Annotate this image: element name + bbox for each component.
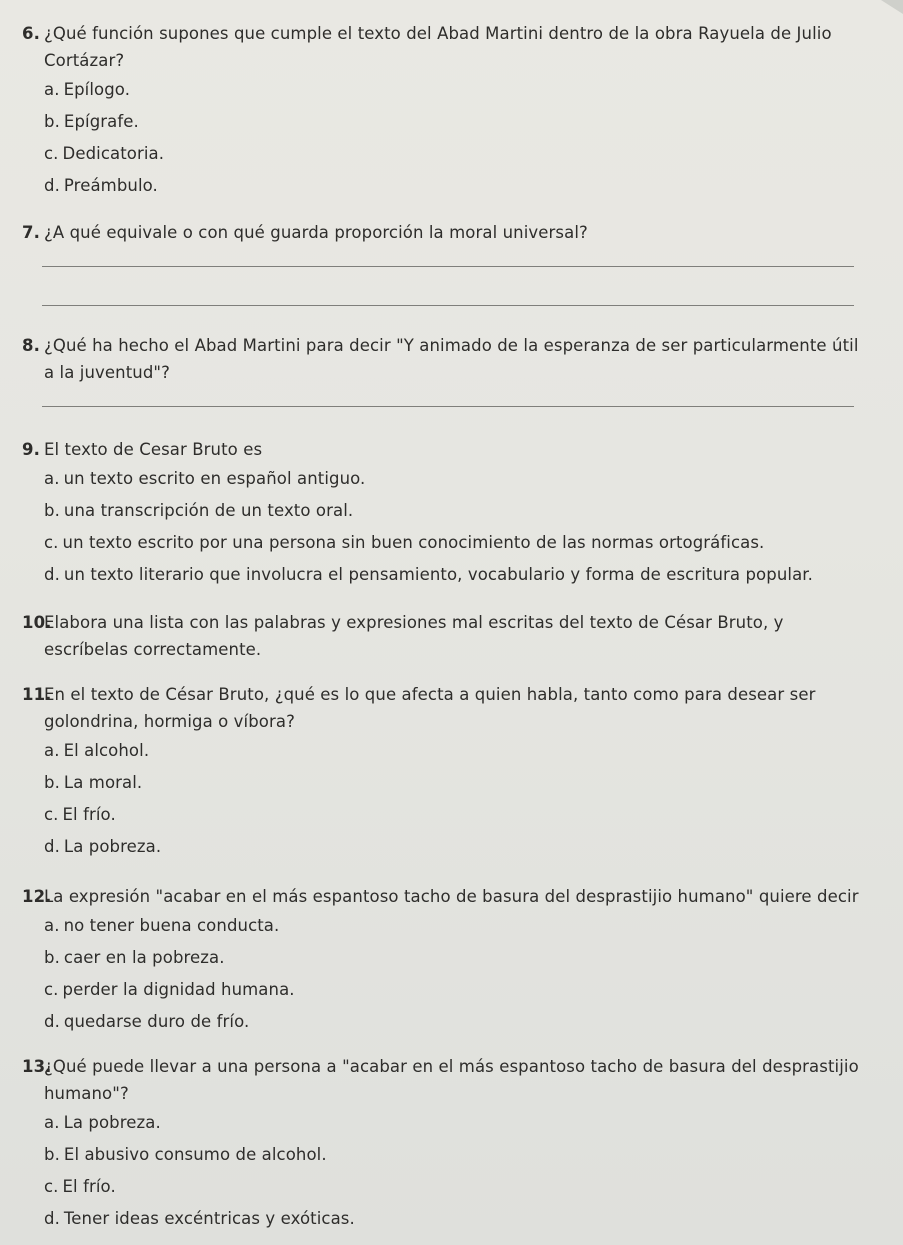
- question-number: 10.: [22, 613, 52, 632]
- question-7: [22, 219, 862, 246]
- question-number: 9.: [22, 440, 40, 459]
- answer-line[interactable]: [42, 406, 854, 407]
- option-b[interactable]: b. una transcripción de un texto oral.: [44, 501, 354, 520]
- question-text: Elabora una lista con las palabras y expresiones mal escritas del texto de César Bruto, y escríbelas correctamente.: [44, 613, 784, 659]
- option-d[interactable]: d. quedarse duro de frío.: [44, 1012, 250, 1031]
- question-8: [22, 332, 862, 386]
- question-text: ¿Qué puede llevar a una persona a "acabar en el más espantoso tacho de basura del desprastijio humano"?: [44, 1057, 859, 1103]
- option-a[interactable]: a. La pobreza.: [44, 1113, 161, 1132]
- question-number: 8.: [22, 336, 40, 355]
- option-c[interactable]: c. El frío.: [44, 805, 116, 824]
- option-c[interactable]: c. perder la dignidad humana.: [44, 980, 295, 999]
- question-text: En el texto de César Bruto, ¿qué es lo que afecta a quien habla, tanto como para desear ser golondrina, hormiga o víbora?: [44, 685, 816, 731]
- option-a[interactable]: a. Epílogo.: [44, 80, 131, 99]
- question-text: ¿Qué función supones que cumple el texto del Abad Martini dentro de la obra Rayuela de Julio Cortázar?: [44, 24, 832, 70]
- question-6: [22, 20, 862, 202]
- option-d[interactable]: d. Preámbulo.: [44, 176, 158, 195]
- option-a[interactable]: a. un texto escrito en español antiguo.: [44, 469, 366, 488]
- option-b[interactable]: b. La moral.: [44, 773, 143, 792]
- question-10: [22, 609, 862, 663]
- question-number: 13.: [22, 1057, 52, 1076]
- page-corner: [881, 0, 903, 14]
- option-b[interactable]: b. Epígrafe.: [44, 112, 139, 131]
- question-13: [22, 1053, 862, 1235]
- question-text: ¿Qué ha hecho el Abad Martini para decir "Y animado de la esperanza de ser particularmente útil a la juventud"?: [44, 336, 859, 382]
- options-list: [22, 74, 862, 202]
- answer-line[interactable]: [42, 305, 854, 306]
- option-a[interactable]: a. El alcohol.: [44, 741, 150, 760]
- question-number: 12.: [22, 887, 52, 906]
- question-number: 11.: [22, 685, 52, 704]
- options-list: [22, 1107, 862, 1235]
- options-list: [22, 463, 862, 591]
- question-12: [22, 883, 862, 1038]
- question-text: El texto de Cesar Bruto es: [44, 440, 263, 459]
- question-11: [22, 681, 862, 863]
- option-c[interactable]: c. Dedicatoria.: [44, 144, 165, 163]
- options-list: [22, 910, 862, 1038]
- option-b[interactable]: b. El abusivo consumo de alcohol.: [44, 1145, 327, 1164]
- answer-line[interactable]: [42, 266, 854, 267]
- question-text: ¿A qué equivale o con qué guarda proporción la moral universal?: [44, 223, 588, 242]
- option-d[interactable]: d. La pobreza.: [44, 837, 162, 856]
- option-d[interactable]: d. Tener ideas excéntricas y exóticas.: [44, 1209, 355, 1228]
- option-c[interactable]: c. un texto escrito por una persona sin buen conocimiento de las normas ortográficas.: [44, 533, 765, 552]
- question-number: 6.: [22, 24, 40, 43]
- option-a[interactable]: a. no tener buena conducta.: [44, 916, 280, 935]
- options-list: [22, 735, 862, 863]
- option-b[interactable]: b. caer en la pobreza.: [44, 948, 225, 967]
- question-9: [22, 436, 862, 591]
- question-number: 7.: [22, 223, 40, 242]
- option-d[interactable]: d. un texto literario que involucra el pensamiento, vocabulario y forma de escritura popular.: [44, 565, 813, 584]
- option-c[interactable]: c. El frío.: [44, 1177, 116, 1196]
- question-text: La expresión "acabar en el más espantoso tacho de basura del desprastijio humano" quiere decir: [44, 887, 859, 906]
